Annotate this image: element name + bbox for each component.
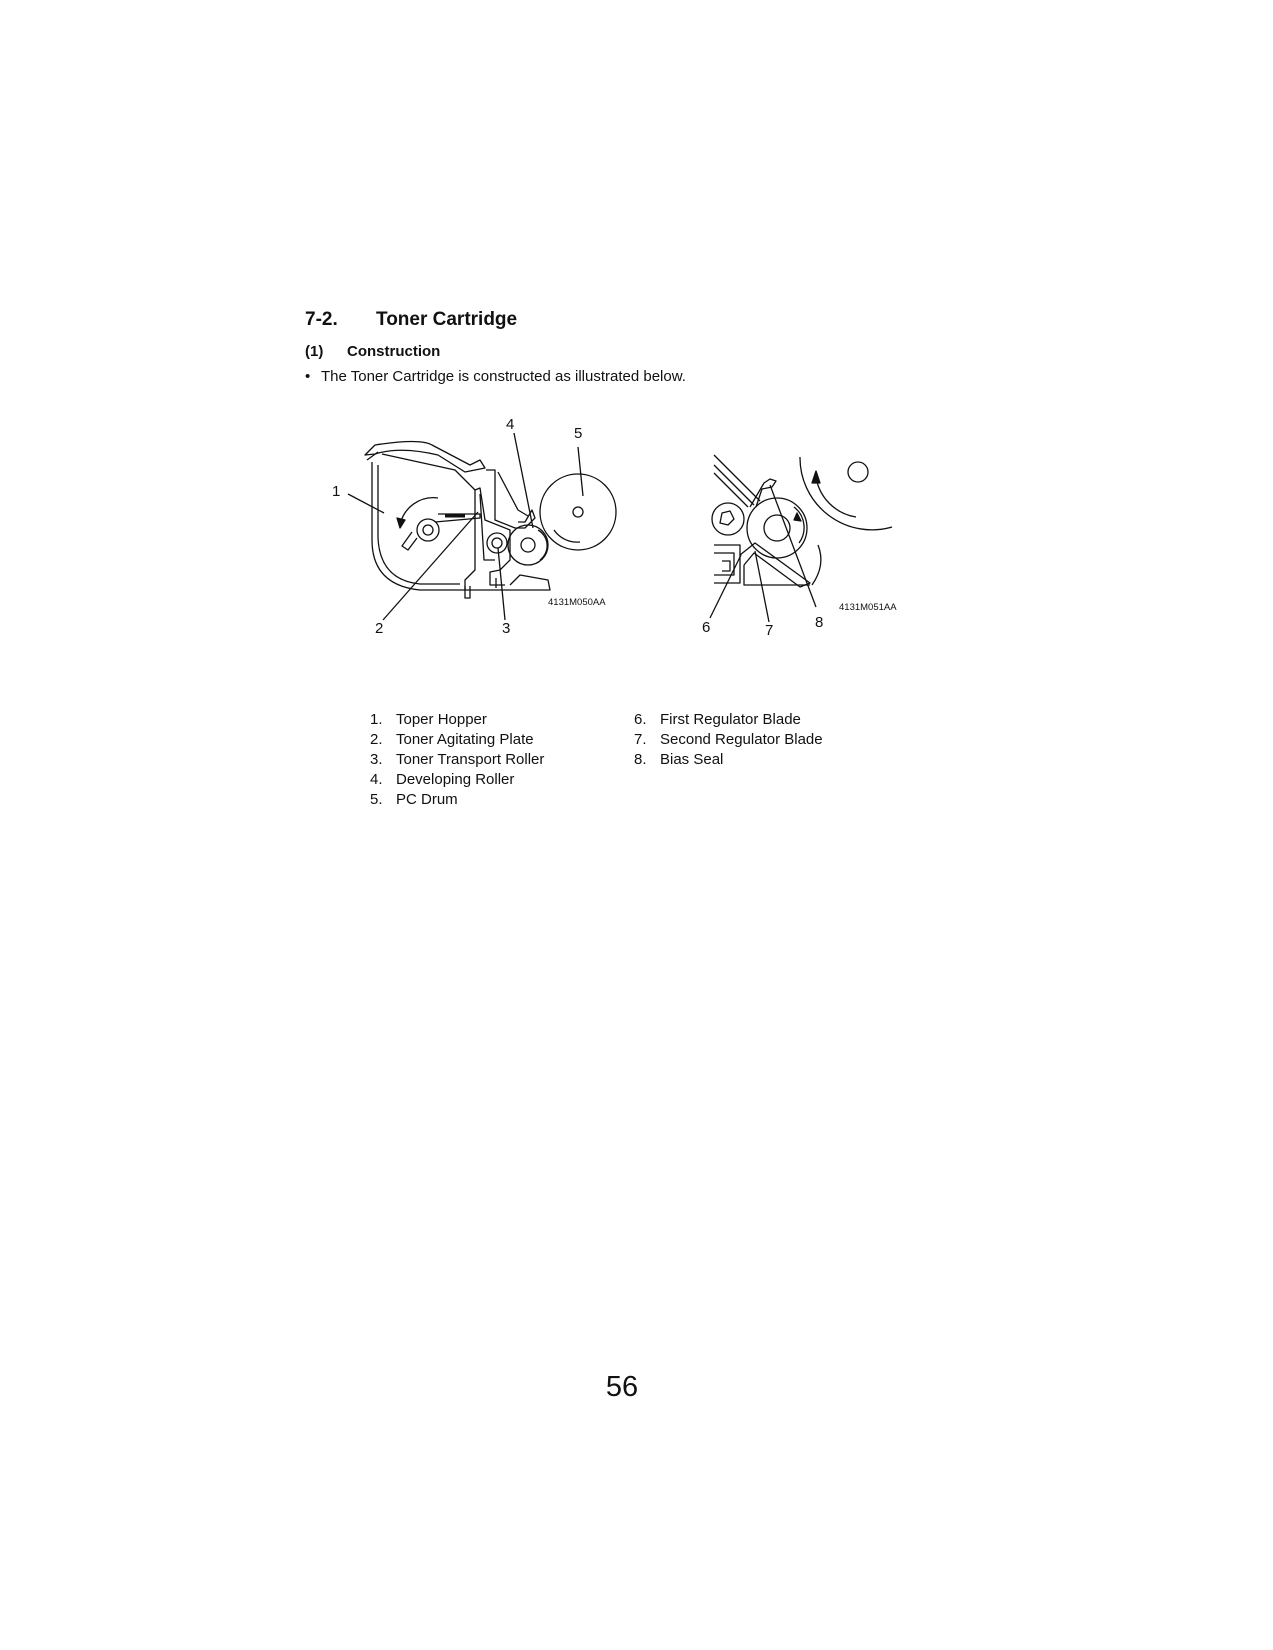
callout-5: 5 xyxy=(574,425,583,442)
intro-text: The Toner Cartridge is constructed as illustrated below. xyxy=(321,368,686,385)
legend-number: 1. xyxy=(370,711,383,728)
callout-2: 2 xyxy=(375,620,384,637)
section-title: Toner Cartridge xyxy=(376,309,518,330)
callout-7: 7 xyxy=(765,622,774,639)
legend-number: 7. xyxy=(634,731,647,748)
subsection-title: Construction xyxy=(347,343,441,360)
callout-1: 1 xyxy=(332,483,341,500)
legend-number: 3. xyxy=(370,751,383,768)
legend-label: Toner Agitating Plate xyxy=(396,731,534,748)
page-number: 56 xyxy=(605,1371,639,1403)
legend-label: Second Regulator Blade xyxy=(660,731,823,748)
figure-code: 4131M050AA xyxy=(548,597,606,608)
legend-label: Developing Roller xyxy=(396,771,515,788)
legend-number: 8. xyxy=(634,751,647,768)
regulator-blade-diagram xyxy=(700,425,910,645)
callout-8: 8 xyxy=(815,614,824,631)
figure-code: 4131M051AA xyxy=(839,602,897,613)
legend-label: Bias Seal xyxy=(660,751,724,768)
legend-number: 2. xyxy=(370,731,383,748)
callout-6: 6 xyxy=(702,619,711,636)
legend-label: PC Drum xyxy=(396,791,458,808)
callout-3: 3 xyxy=(502,620,511,637)
legend-label: Toper Hopper xyxy=(396,711,487,728)
section-number: 7-2. xyxy=(305,309,338,330)
bullet-icon: • xyxy=(305,368,311,385)
legend-label: First Regulator Blade xyxy=(660,711,801,728)
subsection-number: (1) xyxy=(305,343,324,360)
legend-label: Toner Transport Roller xyxy=(396,751,545,768)
toner-cartridge-diagram xyxy=(320,410,630,645)
legend-number: 5. xyxy=(370,791,383,808)
legend-number: 6. xyxy=(634,711,647,728)
legend-number: 4. xyxy=(370,771,383,788)
callout-4: 4 xyxy=(506,416,515,433)
